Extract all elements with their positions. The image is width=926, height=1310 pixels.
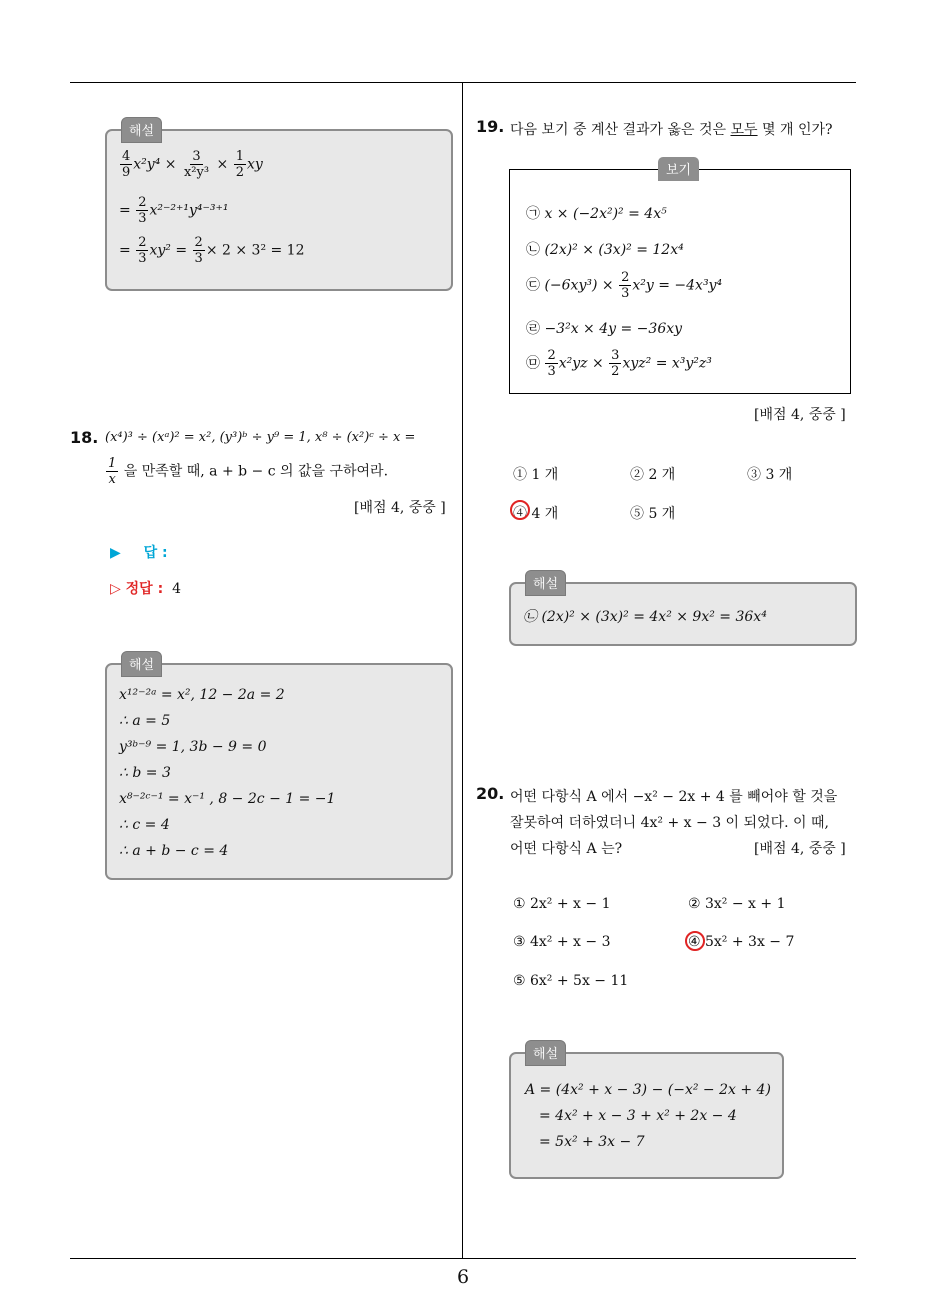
solution-tag: 해설 — [525, 570, 566, 596]
solution-tag: 해설 — [121, 651, 162, 677]
bottom-rule — [70, 1258, 856, 1259]
bogi-item-a: ㉠ x × (−2x²)² = 4x⁵ — [526, 206, 667, 222]
q18-number: 18. — [70, 428, 99, 447]
q20-solution-line: = 4x² + x − 3 + x² + 2x − 4 — [539, 1108, 737, 1124]
q18-text-line-1: (x⁴)³ ÷ (xᵃ)² = x², (y³)ᵇ ÷ y⁹ = 1, x⁸ ÷ (x²)ᶜ ÷ x = — [105, 430, 416, 445]
q19-option-5[interactable]: ⑤ 5 개 — [630, 506, 676, 522]
q20-text-line-3: 어떤 다항식 A 는? — [510, 841, 623, 857]
q18-score: [배점 4, 중중 ] — [354, 500, 446, 516]
q20-text-line-1: 어떤 다항식 A 에서 −x² − 2x + 4 를 빼어야 할 것을 — [510, 789, 838, 805]
q17-solution-line-1: $\frac{4}{9}$ x²y⁴ × $\frac{3}{\text{x²y³}}$ × $\frac{1}{2}$ xy — [122, 149, 263, 180]
q20-option-1[interactable]: ① 2x² + x − 1 — [513, 896, 611, 912]
correct-label: 정답 : — [125, 581, 164, 597]
q18-solution-line: ∴ a + b − c = 4 — [119, 843, 229, 859]
selected-answer-circle — [510, 500, 530, 520]
q18-solution-box — [105, 658, 453, 880]
solution-tag: 해설 — [121, 117, 162, 143]
q19-number: 19. — [476, 117, 505, 136]
solution-tag: 해설 — [525, 1040, 566, 1066]
q20-number: 20. — [476, 784, 505, 803]
q18-solution-line: y³ᵇ⁻⁹ = 1, 3b − 9 = 0 — [119, 739, 267, 755]
bogi-item-c: ㉢ (−6xy³) × $\frac{2}{3}$ x²y = −4x³y⁴ — [526, 270, 723, 301]
correct-value: 4 — [172, 581, 181, 597]
q20-solution-box — [509, 1047, 784, 1179]
q18-solution-line: x¹²⁻²ᵃ = x², 12 − 2a = 2 — [119, 687, 285, 703]
answer-label: 답 : — [143, 545, 168, 561]
page-number: 6 — [456, 1266, 470, 1288]
underlined-word: 모두 — [730, 122, 758, 138]
q20-score: [배점 4, 중중 ] — [754, 841, 846, 857]
q19-score: [배점 4, 중중 ] — [754, 407, 846, 423]
column-divider — [462, 83, 463, 1258]
q18-answer-row[interactable] — [110, 542, 168, 562]
q18-solution-line: ∴ b = 3 — [119, 765, 171, 781]
q18-solution-line: ∴ c = 4 — [119, 817, 170, 833]
q19-option-1[interactable]: ① 1 개 — [513, 467, 559, 483]
q17-solution-line-2: = $\frac{2}{3}$ x²⁻²⁺¹y⁴⁻³⁺¹ — [119, 195, 229, 226]
q17-solution-line-3: = $\frac{2}{3}$ xy² = $\frac{2}{3}$ × 2 × 3² = 12 — [119, 235, 305, 266]
q19-option-3[interactable]: ③ 3 개 — [747, 467, 793, 483]
q18-text-line-2: $\frac{1}{x}$ 을 만족할 때, a + b − c 의 값을 구하여라. — [108, 456, 389, 487]
q20-solution-line: A = (4x² + x − 3) − (−x² − 2x + 4) — [525, 1082, 771, 1098]
bogi-tag: 보기 — [658, 157, 699, 181]
bogi-item-b: ㉡ (2x)² × (3x)² = 12x⁴ — [526, 242, 684, 258]
q18-solution-line: ∴ a = 5 — [119, 713, 171, 729]
q20-option-4[interactable]: ④ 5x² + 3x − 7 — [688, 934, 795, 950]
bogi-item-d: ㉣ −3²x × 4y = −36xy — [526, 321, 683, 337]
q20-text-line-2: 잘못하여 더하였더니 4x² + x − 3 이 되었다. 이 때, — [510, 815, 829, 831]
q19-option-2[interactable]: ② 2 개 — [630, 467, 676, 483]
q18-solution-line: x⁸⁻²ᶜ⁻¹ = x⁻¹ , 8 − 2c − 1 = −1 — [119, 791, 336, 807]
bogi-box — [509, 163, 851, 394]
q20-option-2[interactable]: ② 3x² − x + 1 — [688, 896, 786, 912]
q17-solution-box — [105, 124, 453, 291]
selected-answer-circle — [685, 931, 705, 951]
q19-solution-box — [509, 577, 857, 646]
top-rule — [70, 82, 856, 83]
q18-correct-row — [110, 578, 181, 598]
play-icon: ▶ — [110, 545, 121, 561]
q20-solution-line: = 5x² + 3x − 7 — [539, 1134, 645, 1150]
q19-text: 다음 보기 중 계산 결과가 옳은 것은 모두 몇 개 인가? — [510, 122, 833, 138]
q19-option-4[interactable]: ④ 4 개 — [513, 506, 559, 522]
q20-option-3[interactable]: ③ 4x² + x − 3 — [513, 934, 611, 950]
bogi-item-e: ㉤ $\frac{2}{3}$ x²yz × $\frac{3}{2}$ xyz² = x³y²z³ — [526, 348, 712, 379]
outline-play-icon: ▷ — [110, 581, 121, 597]
q20-option-5[interactable]: ⑤ 6x² + 5x − 11 — [513, 973, 629, 989]
q19-solution-line: ㉡ (2x)² × (3x)² = 4x² × 9x² = 36x⁴ — [523, 609, 767, 625]
